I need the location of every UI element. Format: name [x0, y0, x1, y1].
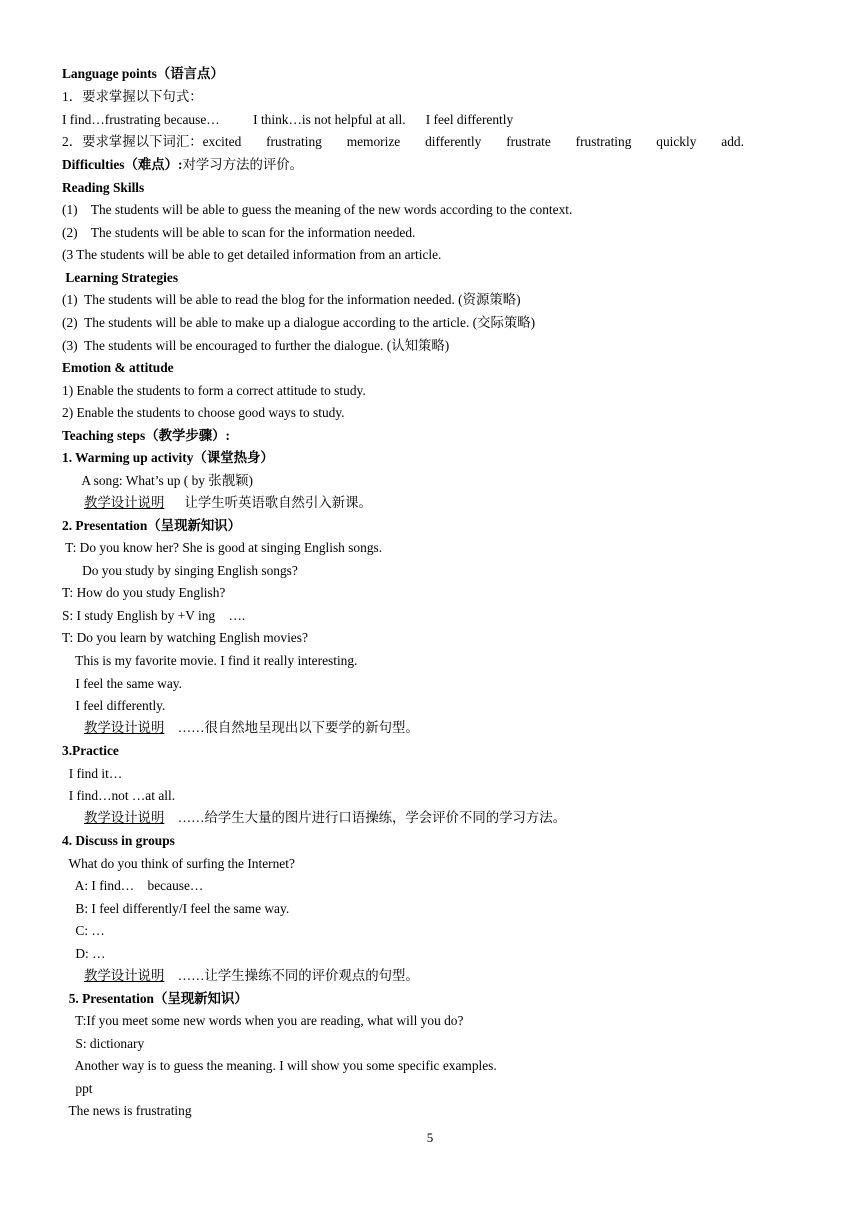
text-line: T: Do you learn by watching English movies? [62, 630, 308, 645]
vocab-item: add. [721, 134, 744, 149]
text-line: I find…frustrating because… I think…is not helpful at all. I feel differently [62, 112, 514, 127]
heading-discuss: 4. Discuss in groups [62, 833, 175, 848]
text-line: T: How do you study English? [62, 585, 226, 600]
heading-language-points: Language points（语言点） [62, 66, 224, 81]
vocab-item: memorize [346, 134, 401, 149]
design-note [84, 967, 419, 984]
difficulties-text: 对学习方法的评价。 [182, 157, 304, 172]
text-line: (2) The students will be able to scan for the information needed. [62, 225, 416, 240]
text-line: (1) The students will be able to guess the meaning of the new words according to the context. [62, 202, 573, 217]
text-line: S: dictionary [62, 1036, 145, 1051]
text-line: 2) Enable the students to choose good ways to study. [62, 405, 345, 420]
text-line: I feel differently. [62, 698, 166, 713]
design-note [84, 809, 566, 826]
text-line: I feel the same way. [62, 676, 182, 691]
design-note-label: 教学设计说明 [84, 810, 165, 825]
design-note [84, 719, 419, 736]
difficulties-line [62, 156, 303, 173]
text-line: (1) The students will be able to read the blog for the information needed. (资源策略) [62, 292, 521, 307]
vocab-item: frustrate [506, 134, 551, 149]
text-line: I find…not …at all. [62, 788, 176, 803]
page-number: 5 [426, 1130, 434, 1145]
heading-emotion-attitude: Emotion & attitude [62, 360, 174, 375]
heading-learning-strategies: Learning Strategies [62, 270, 179, 285]
vocab-item: quickly [656, 134, 697, 149]
text-line: C: … [62, 923, 105, 938]
design-note-label: 教学设计说明 [84, 968, 165, 983]
text-line: S: I study English by +V ing …. [62, 608, 246, 623]
design-note-label: 教学设计说明 [84, 495, 165, 510]
vocab-line [62, 133, 744, 150]
heading-presentation-5: 5. Presentation（呈现新知识） [62, 991, 248, 1006]
heading-presentation: 2. Presentation（呈现新知识） [62, 518, 242, 533]
text-line: Do you study by singing English songs? [62, 563, 298, 578]
heading-warming-up: 1. Warming up activity（课堂热身） [62, 450, 274, 465]
heading-difficulties: Difficulties（难点）: [62, 157, 183, 172]
heading-teaching-steps: Teaching steps（教学步骤）: [62, 428, 231, 443]
text-line: T:If you meet some new words when you are reading, what will you do? [62, 1013, 464, 1028]
text-line: 1．要求掌握以下句式： [62, 89, 203, 104]
text-line: What do you think of surfing the Internet? [62, 856, 295, 871]
text-line: T: Do you know her? She is good at singing English songs. [62, 540, 383, 555]
text-line: Another way is to guess the meaning. I will show you some specific examples. [62, 1058, 497, 1073]
text-line: (3 The students will be able to get detailed information from an article. [62, 247, 442, 262]
design-note-text: ……很自然地呈现出以下要学的新句型。 [177, 720, 419, 735]
design-note-text: ……让学生操练不同的评价观点的句型。 [177, 968, 419, 983]
design-note-label: 教学设计说明 [84, 720, 165, 735]
design-note-text: ……给学生大量的图片进行口语操练，学会评价不同的学习方法。 [177, 810, 567, 825]
vocab-item: 2．要求掌握以下词汇：excited [62, 134, 242, 149]
vocab-item: frustrating [266, 134, 322, 149]
text-line: I find it… [62, 766, 123, 781]
text-line: D: … [62, 946, 106, 961]
heading-reading-skills: Reading Skills [62, 180, 145, 195]
text-line: The news is frustrating [62, 1103, 192, 1118]
text-line: ppt [62, 1081, 93, 1096]
text-line: A song: What’s up ( by 张靓颖) [62, 473, 253, 488]
text-line: (3) The students will be encouraged to further the dialogue. (认知策略) [62, 338, 450, 353]
text-line: 1) Enable the students to form a correct attitude to study. [62, 383, 366, 398]
heading-practice: 3.Practice [62, 743, 119, 758]
text-line: B: I feel differently/I feel the same way. [62, 901, 290, 916]
design-note [84, 494, 372, 511]
text-line: This is my favorite movie. I find it really interesting. [62, 653, 358, 668]
vocab-item: frustrating [575, 134, 632, 149]
text-line: (2) The students will be able to make up a dialogue according to the article. (交际策略) [62, 315, 536, 330]
vocab-item: differently [425, 134, 482, 149]
design-note-text: 让学生听英语歌自然引入新课。 [184, 495, 372, 510]
text-line: A: I find… because… [62, 878, 204, 893]
